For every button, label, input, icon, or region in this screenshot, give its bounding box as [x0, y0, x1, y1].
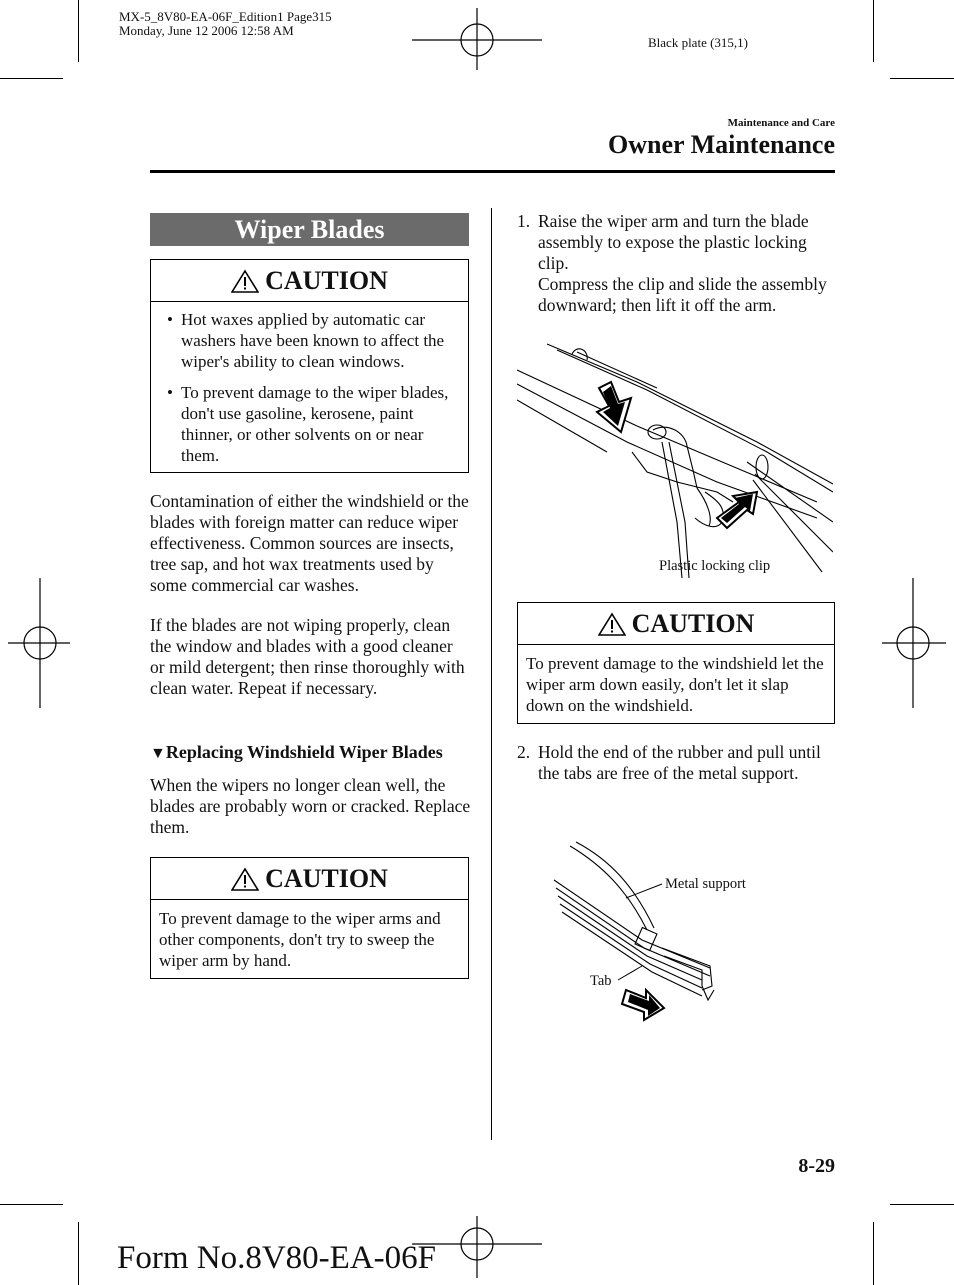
page-number: 8-29	[798, 1155, 835, 1177]
crop-mark	[0, 1204, 63, 1205]
crop-mark	[890, 78, 954, 79]
column-divider	[491, 208, 492, 1140]
section-category: Maintenance and Care	[727, 117, 835, 129]
step-1	[517, 211, 835, 316]
caution-bullet: • To prevent damage to the wiper blades, don't use gasoline, kerosene, paint thinner, or other solvents on or near them.	[159, 382, 460, 466]
step-text-continued: Compress the clip and slide the assembly downward; then lift it off the arm.	[538, 274, 827, 315]
registration-mark-left	[8, 578, 70, 708]
section-title: Owner Maintenance	[608, 130, 835, 159]
caution-heading-text: CAUTION	[265, 265, 388, 295]
crop-mark	[873, 0, 874, 62]
warning-triangle-icon	[598, 612, 626, 636]
paragraph-contamination: Contamination of either the windshield or the blades with foreign matter can reduce wiper effectiveness. Common sources are insects, tree sap, and hot wax treatments used by some commercial car washes.	[150, 491, 469, 595]
caution-text: To prevent damage to the windshield let the wiper arm down easily, don't let it slap down on the windshield.	[526, 654, 824, 715]
triangle-down-icon: ▼	[150, 745, 166, 762]
print-date-line: Monday, June 12 2006 12:58 AM	[119, 23, 294, 38]
caution-box-2	[150, 857, 469, 979]
caution-heading	[151, 260, 468, 302]
paragraph-cleaning: If the blades are not wiping properly, clean the window and blades with a good cleaner or mild detergent; then rinse thoroughly with clean water. Repeat if necessary.	[150, 615, 465, 698]
paragraph-replace: When the wipers no longer clean well, the blades are probably worn or cracked. Replace them.	[150, 775, 471, 837]
header-rule	[150, 170, 835, 173]
subheading-text: Replacing Windshield Wiper Blades	[165, 742, 443, 762]
metal-support-label: Metal support	[665, 876, 746, 892]
caution-heading	[518, 603, 834, 645]
crop-mark	[890, 1204, 954, 1205]
caution-heading-text: CAUTION	[631, 608, 755, 638]
black-plate-label: Black plate (315,1)	[648, 35, 748, 50]
subheading-replacing-blades	[150, 742, 443, 763]
form-number: Form No.8V80-EA-06F	[117, 1240, 436, 1276]
step-text: Hold the end of the rubber and pull until the tabs are free of the metal support.	[538, 742, 821, 783]
crop-mark	[78, 0, 79, 62]
step-text: Raise the wiper arm and turn the blade assembly to expose the plastic locking clip.	[538, 211, 809, 273]
caution-heading-text: CAUTION	[265, 863, 388, 893]
warning-triangle-icon	[231, 269, 259, 293]
tab-label: Tab	[590, 973, 612, 989]
wiper-blades-title: Wiper Blades	[150, 213, 469, 246]
crop-mark	[873, 1222, 874, 1285]
caution-box-3	[517, 602, 835, 724]
caution-heading	[151, 858, 468, 900]
plastic-locking-clip-label: Plastic locking clip	[659, 558, 771, 574]
step-2	[517, 742, 835, 784]
wiper-arm-clip-illustration	[517, 342, 833, 578]
print-file-line: MX-5_8V80-EA-06F_Edition1 Page315	[119, 9, 332, 24]
wiper-blade-rubber-illustration	[552, 840, 722, 1025]
registration-mark-top	[412, 8, 542, 70]
caution-text: To prevent damage to the wiper arms and other components, don't try to sweep the wiper arm by hand.	[159, 909, 441, 970]
warning-triangle-icon	[231, 867, 259, 891]
caution-box-1	[150, 259, 469, 473]
registration-mark-right	[882, 578, 946, 708]
crop-mark	[0, 78, 63, 79]
step-number: 1.	[517, 211, 531, 231]
crop-mark	[78, 1222, 79, 1285]
caution-bullet: • Hot waxes applied by automatic car washers have been known to affect the wiper's ability to clean windows.	[159, 309, 460, 372]
step-number: 2.	[517, 742, 531, 762]
